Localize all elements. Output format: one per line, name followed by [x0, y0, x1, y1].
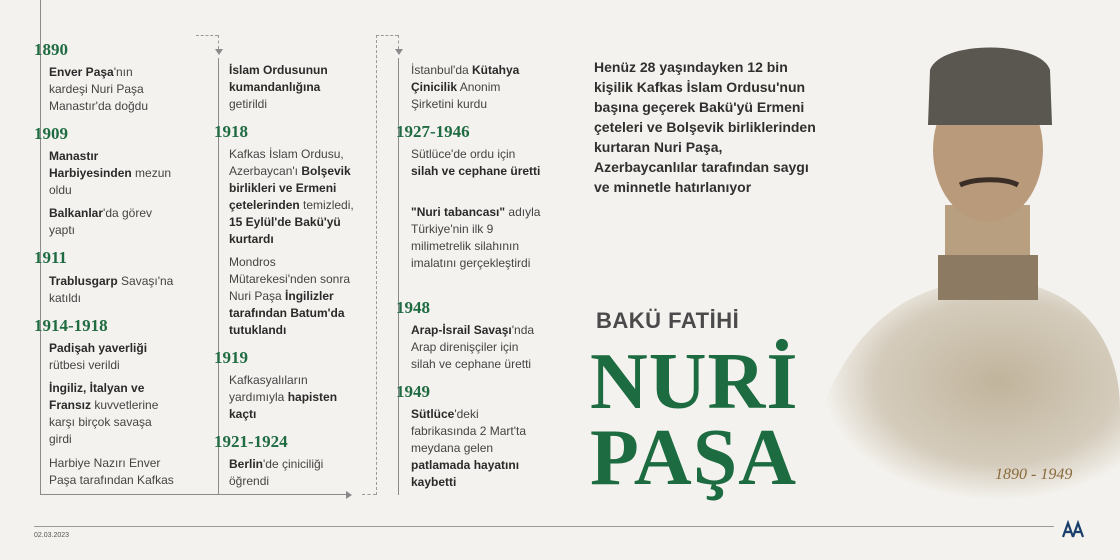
intro-paragraph: Henüz 28 yaşındayken 12 bin kişilik Kafkas İslam Ordusu'nun başına geçerek Bakü'yü Ermeni çeteleri ve Bolşevik birliklerinden kurtaran Nuri Paşa, Azerbaycanlılar tarafından saygı ve minnetle hatırlanıyor: [594, 59, 816, 195]
lifespan-dates: 1890 - 1949: [995, 466, 1073, 483]
year-label: 1948: [396, 298, 430, 317]
event-text: Enver Paşa'nın kardeşi Nuri Paşa Manastır'da doğdu: [49, 65, 149, 113]
event-text: "Nuri tabancası" adıyla Türkiye'nin ilk 9 milimetrelik silahının imalatını gerçekleştirdi: [411, 205, 541, 270]
year-label: 1918: [214, 122, 248, 141]
event-text: Harbiye Nazırı Enver Paşa tarafından Kafkas: [49, 456, 174, 487]
year-label: 1914-1918: [34, 316, 108, 335]
event-text: Manastır Harbiyesinden mezun oldu: [49, 149, 172, 197]
arrow-right-icon: [346, 491, 352, 499]
year-label: 1890: [34, 40, 68, 59]
timeline-connector: [398, 35, 399, 49]
event-text: Berlin'de çiniciliği öğrendi: [229, 457, 324, 488]
event-text: Sütlüce'de ordu için silah ve cephane üretti: [411, 147, 541, 178]
subtitle: BAKÜ FATİHİ: [596, 308, 740, 333]
event-text: İngiliz, İtalyan ve Fransız kuvvetlerine karşı birçok savaşa girdi: [49, 381, 159, 446]
event-text: Kafkas İslam Ordusu, Azerbaycan'ı Bolşevik birlikleri ve Ermeni çetelerinden temizledi, 15 Eylül'de Bakü'yü kurtardı: [229, 147, 354, 246]
title-second-line: PAŞA: [590, 414, 797, 502]
publish-date: 02.03.2023: [34, 532, 70, 539]
event-text: Trablusgarp Savaşı'na katıldı: [49, 274, 174, 305]
event-text: Sütlüce'deki fabrikasında 2 Mart'ta meydana gelen patlamada hayatını kaybetti: [411, 407, 527, 489]
timeline-connector: [218, 35, 219, 49]
title-first-line: NURİ: [590, 338, 799, 426]
year-label: 1919: [214, 348, 248, 367]
year-label: 1911: [34, 248, 68, 267]
arrow-down-icon: [215, 49, 223, 55]
event-text: Kafkasyalıların yardımıyla hapisten kaçtı: [229, 373, 338, 421]
timeline-connector: [376, 35, 377, 495]
event-text: Padişah yaverliği rütbesi verildi: [49, 341, 148, 372]
timeline-connector: [362, 494, 376, 495]
timeline-connector: [376, 35, 398, 36]
event-text: İslam Ordusunun kumandanlığına getirildi: [229, 63, 328, 111]
aa-logo-icon: [1062, 520, 1084, 538]
year-label: 1927-1946: [396, 122, 470, 141]
event-text: Mondros Mütarekesi'nden sonra Nuri Paşa İngilizler tarafından Batum'da tutuklandı: [229, 255, 351, 337]
event-text: Balkanlar'da görev yaptı: [49, 206, 153, 237]
footer-divider: [34, 526, 1054, 527]
timeline-connector: [40, 494, 346, 495]
arrow-down-icon: [395, 49, 403, 55]
year-label: 1909: [34, 124, 68, 143]
event-text: İstanbul'da Kütahya Çinicilik Anonim Şirketini kurdu: [411, 63, 520, 111]
timeline-connector: [196, 35, 218, 36]
year-label: 1921-1924: [214, 432, 288, 451]
event-text: Arap-İsrail Savaşı'nda Arap direnişçiler için silah ve cephane üretti: [411, 323, 535, 371]
year-label: 1949: [396, 382, 430, 401]
